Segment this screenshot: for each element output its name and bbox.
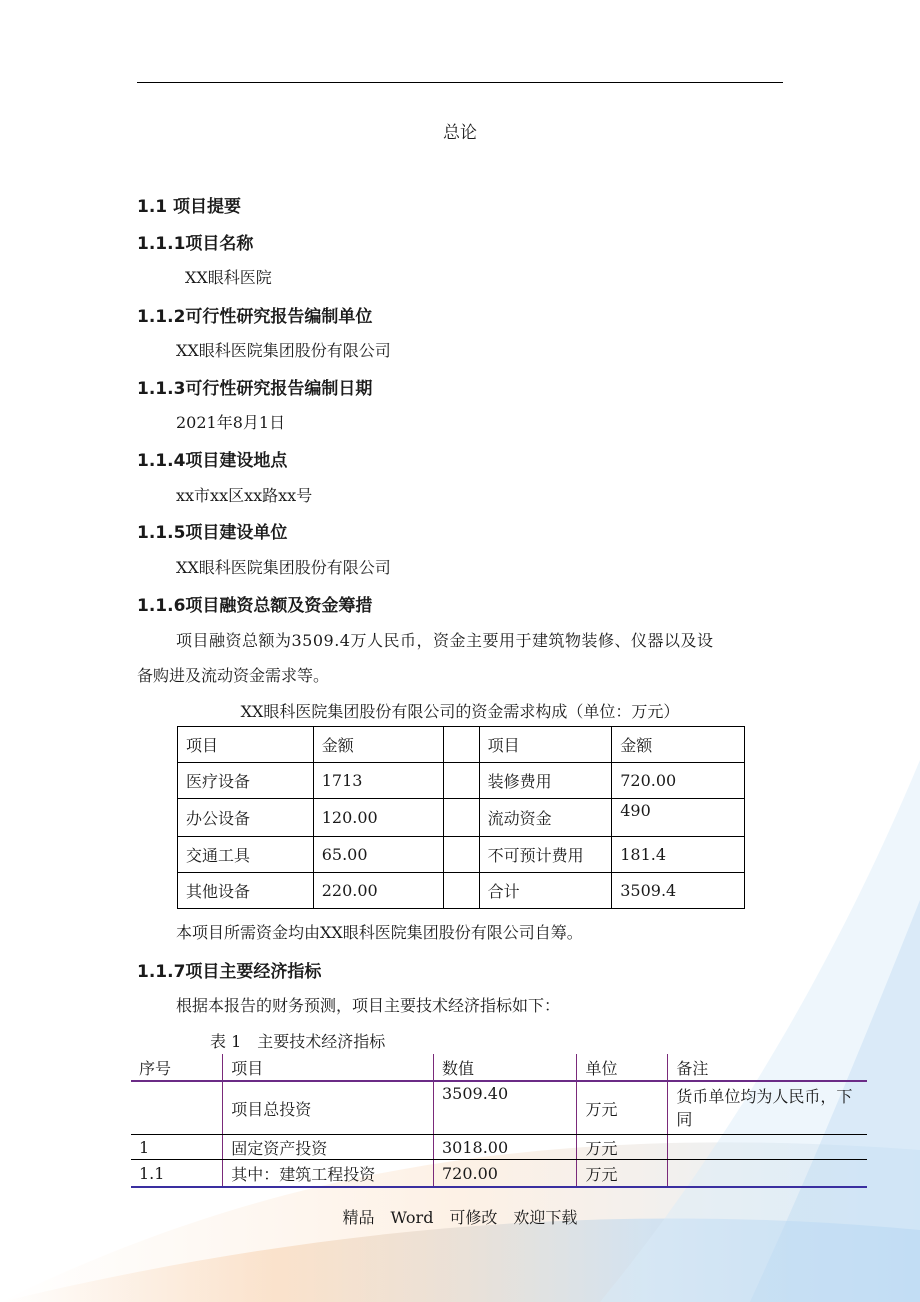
econ-table-cell: 项目总投资 — [223, 1081, 434, 1135]
econ-table-header-cell: 数值 — [434, 1054, 577, 1081]
fund-table-cell: 项目 — [479, 727, 612, 763]
econ-table-header-cell: 项目 — [223, 1054, 434, 1081]
fund-table-cell: 不可预计费用 — [479, 837, 612, 873]
heading-1-1-2: 1.1.2可行性研究报告编制单位 — [137, 307, 373, 327]
econ-table-cell: 万元 — [577, 1081, 668, 1135]
econ-table-header-cell: 序号 — [131, 1054, 223, 1081]
financing-paragraph-line2: 备购进及流动资金需求等。 — [137, 666, 330, 685]
econ-table-cell: 1 — [131, 1135, 223, 1160]
econ-table-cell — [131, 1081, 223, 1135]
fund-table-gap — [444, 799, 479, 837]
econ-table-cell: 3018.00 — [434, 1135, 577, 1160]
fund-note: 本项目所需资金均由XX眼科医院集团股份有限公司自筹。 — [176, 923, 583, 942]
fund-table-cell: 金额 — [313, 727, 444, 763]
econ-table-row — [131, 1081, 867, 1135]
fund-table-cell: 合计 — [479, 873, 612, 909]
fund-table-gap — [444, 837, 479, 873]
fund-table-cell: 金额 — [612, 727, 745, 763]
heading-1-1-7: 1.1.7项目主要经济指标 — [137, 962, 322, 982]
econ-table-cell: 3509.40 — [434, 1081, 577, 1135]
econ-table-cell: 其中：建筑工程投资 — [223, 1160, 434, 1188]
heading-1-1-6: 1.1.6项目融资总额及资金筹措 — [137, 596, 373, 616]
fund-table-cell: 医疗设备 — [178, 763, 314, 799]
heading-1-1-3: 1.1.3可行性研究报告编制日期 — [137, 379, 373, 399]
fund-table-gap — [444, 873, 479, 909]
econ-table-cell: 1.1 — [131, 1160, 223, 1188]
build-location: xx市xx区xx路xx号 — [176, 486, 313, 505]
econ-table-header-row — [131, 1054, 867, 1081]
financing-paragraph-line1: 项目融资总额为3509.4万人民币，资金主要用于建筑物装修、仪器以及设 — [176, 631, 714, 650]
heading-1-1-4: 1.1.4项目建设地点 — [137, 451, 288, 471]
econ-table-cell: 万元 — [577, 1135, 668, 1160]
fund-table-cell: 交通工具 — [178, 837, 314, 873]
heading-1-1-1: 1.1.1项目名称 — [137, 234, 254, 254]
heading-1-1-5: 1.1.5项目建设单位 — [137, 523, 288, 543]
fund-table-cell: 720.00 — [612, 763, 745, 799]
econ-intro: 根据本报告的财务预测，项目主要技术经济指标如下： — [176, 996, 561, 1015]
econ-table-cell — [668, 1135, 867, 1160]
econ-table-cell: 720.00 — [434, 1160, 577, 1188]
fund-table-row — [178, 799, 745, 837]
fund-table-cell: 3509.4 — [612, 873, 745, 909]
build-unit: XX眼科医院集团股份有限公司 — [176, 558, 391, 577]
fund-table-cell: 办公设备 — [178, 799, 314, 837]
fund-demand-table — [177, 726, 745, 909]
econ-indicator-table — [131, 1054, 867, 1188]
fund-table-cell: 181.4 — [612, 837, 745, 873]
econ-table-row — [131, 1160, 867, 1188]
page-title: 总论 — [443, 123, 477, 143]
fund-table-cell: 490 — [612, 799, 745, 837]
fund-table-caption: XX眼科医院集团股份有限公司的资金需求构成（单位：万元） — [240, 702, 680, 721]
econ-table-cell: 万元 — [577, 1160, 668, 1188]
fund-table-cell: 项目 — [178, 727, 314, 763]
fund-table-cell: 220.00 — [313, 873, 444, 909]
econ-table-row — [131, 1135, 867, 1160]
econ-table-cell — [668, 1160, 867, 1188]
fund-table-cell: 其他设备 — [178, 873, 314, 909]
fund-table-cell: 65.00 — [313, 837, 444, 873]
fund-table-row — [178, 837, 745, 873]
econ-table-caption: 表 1 主要技术经济指标 — [210, 1032, 386, 1051]
report-unit: XX眼科医院集团股份有限公司 — [176, 341, 391, 360]
fund-table-gap — [444, 727, 479, 763]
econ-table-cell: 固定资产投资 — [223, 1135, 434, 1160]
fund-table-cell: 120.00 — [313, 799, 444, 837]
fund-table-row — [178, 763, 745, 799]
fund-table-gap — [444, 763, 479, 799]
fund-table-cell: 流动资金 — [479, 799, 612, 837]
heading-1-1: 1.1 项目提要 — [137, 197, 242, 217]
report-date: 2021年8月1日 — [176, 413, 286, 432]
fund-table-row — [178, 873, 745, 909]
econ-table-cell: 货币单位均为人民币，下同 — [668, 1081, 867, 1135]
header-rule — [137, 82, 783, 83]
fund-table-row — [178, 727, 745, 763]
project-name: XX眼科医院 — [185, 268, 272, 287]
econ-table-header-cell: 备注 — [668, 1054, 867, 1081]
page-footer: 精品 Word 可修改 欢迎下载 — [342, 1208, 578, 1227]
fund-table-cell: 1713 — [313, 763, 444, 799]
econ-table-header-cell: 单位 — [577, 1054, 668, 1081]
fund-table-cell: 装修费用 — [479, 763, 612, 799]
